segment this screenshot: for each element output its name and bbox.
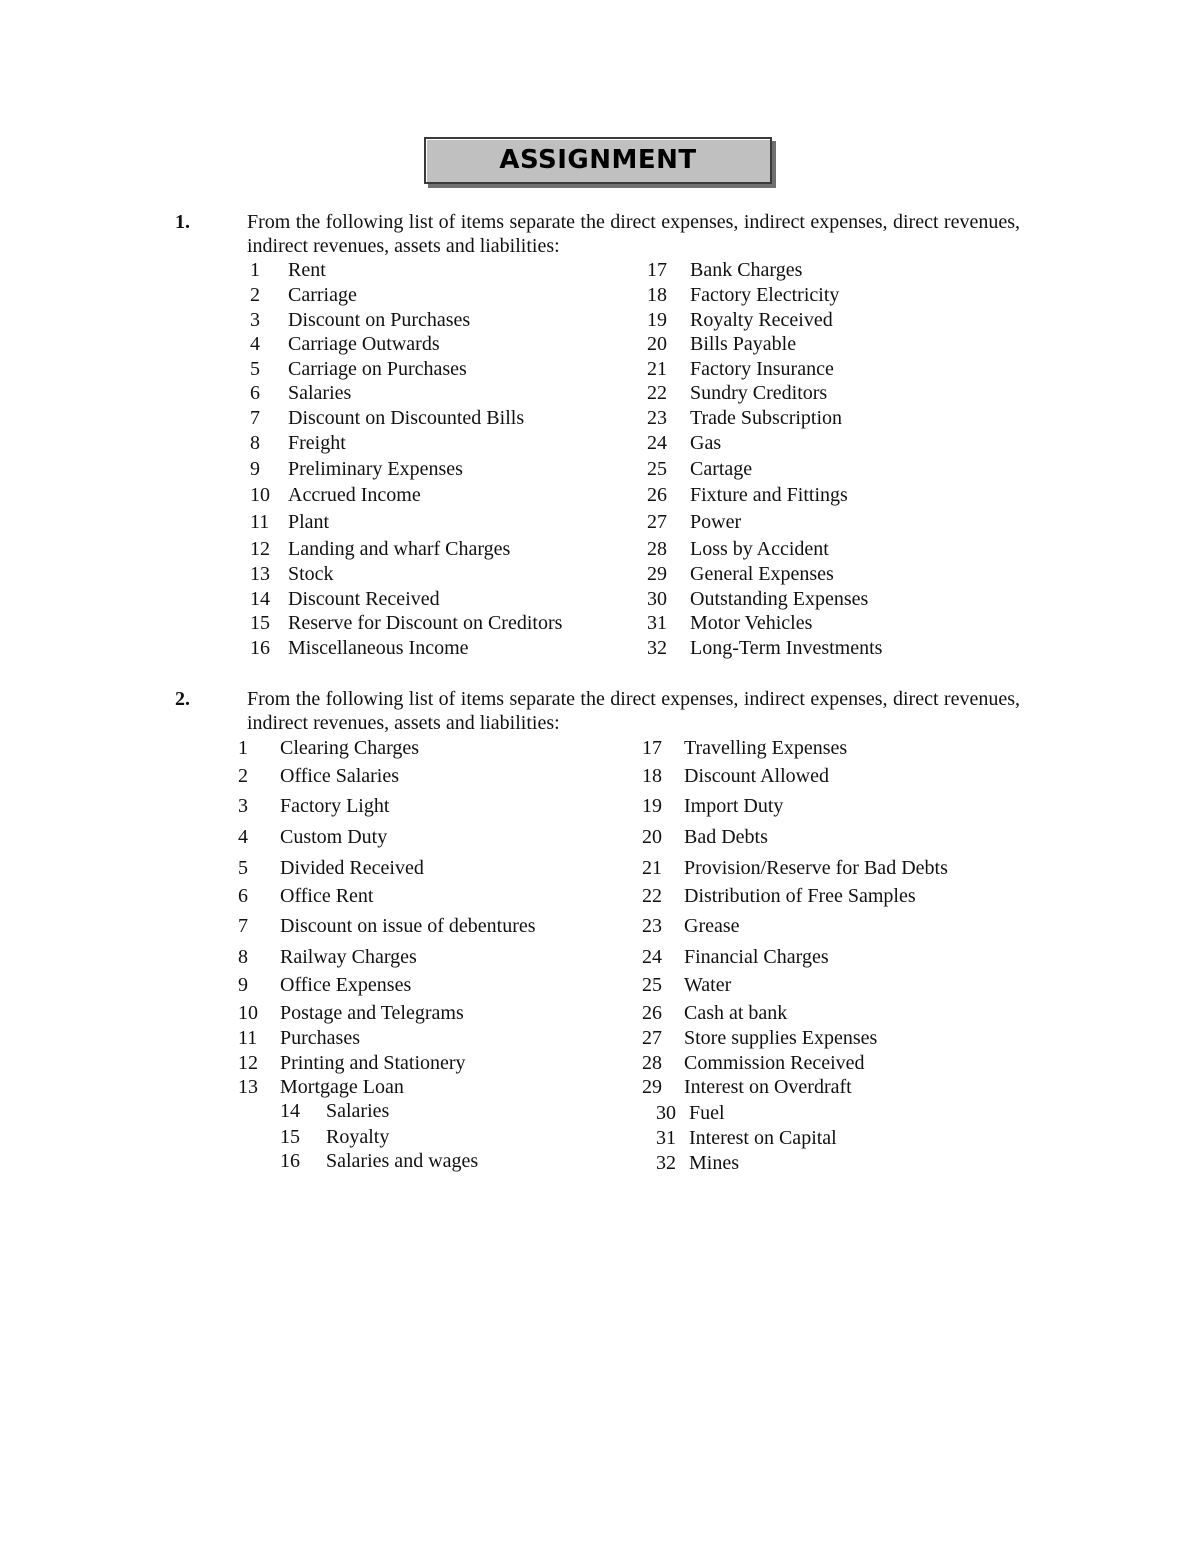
item-label: Rent bbox=[288, 259, 326, 281]
item-label: Cash at bank bbox=[684, 1002, 788, 1024]
item-number: 30 bbox=[656, 1102, 676, 1124]
item-label: Office Rent bbox=[280, 885, 374, 907]
item-number: 1 bbox=[238, 737, 248, 759]
item-number: 24 bbox=[642, 946, 662, 968]
item-label: Factory Light bbox=[280, 795, 390, 817]
item-label: Carriage Outwards bbox=[288, 333, 440, 355]
item-label: Water bbox=[684, 974, 732, 996]
item-number: 8 bbox=[250, 432, 260, 454]
item-number: 4 bbox=[250, 333, 260, 355]
item-label: Royalty Received bbox=[690, 309, 833, 331]
item-number: 12 bbox=[250, 538, 270, 560]
item-number: 26 bbox=[642, 1002, 662, 1024]
item-label: Office Expenses bbox=[280, 974, 412, 996]
item-number: 32 bbox=[656, 1152, 676, 1174]
item-label: Distribution of Free Samples bbox=[684, 885, 916, 907]
item-label: Royalty bbox=[326, 1126, 390, 1148]
item-label: Power bbox=[690, 511, 742, 533]
item-number: 9 bbox=[250, 458, 260, 480]
item-number: 23 bbox=[642, 915, 662, 937]
item-label: Travelling Expenses bbox=[684, 737, 848, 759]
item-label: Fixture and Fittings bbox=[690, 484, 848, 506]
item-label: Divided Received bbox=[280, 857, 424, 879]
item-number: 17 bbox=[647, 259, 667, 281]
item-label: Bank Charges bbox=[690, 259, 803, 281]
item-label: Motor Vehicles bbox=[690, 612, 813, 634]
item-number: 15 bbox=[250, 612, 270, 634]
item-number: 19 bbox=[647, 309, 667, 331]
question-1-text: From the following list of items separate the direct expenses, indirect expenses, direct revenues, indirect revenues, assets and liabilities: bbox=[247, 211, 1020, 257]
item-number: 29 bbox=[647, 563, 667, 585]
item-label: Cartage bbox=[690, 458, 753, 480]
item-label: Grease bbox=[684, 915, 740, 937]
item-number: 14 bbox=[280, 1100, 300, 1122]
item-label: Discount on issue of debentures bbox=[280, 915, 536, 937]
item-number: 27 bbox=[642, 1027, 662, 1049]
item-label: Landing and wharf Charges bbox=[288, 538, 511, 560]
item-number: 22 bbox=[642, 885, 662, 907]
item-number: 25 bbox=[642, 974, 662, 996]
item-number: 22 bbox=[647, 382, 667, 404]
item-number: 4 bbox=[238, 826, 248, 848]
item-label: Mines bbox=[689, 1152, 739, 1174]
item-number: 20 bbox=[642, 826, 662, 848]
item-label: Factory Insurance bbox=[690, 358, 834, 380]
item-number: 9 bbox=[238, 974, 248, 996]
item-label: Salaries bbox=[326, 1100, 390, 1122]
item-number: 24 bbox=[647, 432, 667, 454]
question-2-number: 2. bbox=[175, 688, 190, 710]
item-label: Sundry Creditors bbox=[690, 382, 828, 404]
item-label: Railway Charges bbox=[280, 946, 417, 968]
item-label: Discount Allowed bbox=[684, 765, 829, 787]
item-label: Clearing Charges bbox=[280, 737, 420, 759]
item-number: 7 bbox=[238, 915, 248, 937]
item-number: 5 bbox=[238, 857, 248, 879]
item-number: 1 bbox=[250, 259, 260, 281]
question-1-number: 1. bbox=[175, 211, 190, 233]
item-number: 15 bbox=[280, 1126, 300, 1148]
item-number: 31 bbox=[656, 1127, 676, 1149]
item-label: Loss by Accident bbox=[690, 538, 829, 560]
item-number: 6 bbox=[238, 885, 248, 907]
item-number: 32 bbox=[647, 637, 667, 659]
item-label: Salaries and wages bbox=[326, 1150, 479, 1172]
item-number: 21 bbox=[642, 857, 662, 879]
item-label: Plant bbox=[288, 511, 330, 533]
item-label: Carriage bbox=[288, 284, 357, 306]
item-label: Printing and Stationery bbox=[280, 1052, 466, 1074]
item-number: 28 bbox=[642, 1052, 662, 1074]
assignment-title-box bbox=[424, 137, 772, 184]
item-label: Bills Payable bbox=[690, 333, 797, 355]
item-number: 10 bbox=[250, 484, 270, 506]
item-number: 29 bbox=[642, 1076, 662, 1098]
item-number: 20 bbox=[647, 333, 667, 355]
item-label: Trade Subscription bbox=[690, 407, 843, 429]
item-number: 12 bbox=[238, 1052, 258, 1074]
item-label: Import Duty bbox=[684, 795, 784, 817]
item-label: Factory Electricity bbox=[690, 284, 840, 306]
item-number: 2 bbox=[250, 284, 260, 306]
item-label: Reserve for Discount on Creditors bbox=[288, 612, 563, 634]
item-number: 30 bbox=[647, 588, 667, 610]
item-number: 31 bbox=[647, 612, 667, 634]
item-number: 8 bbox=[238, 946, 248, 968]
item-number: 28 bbox=[647, 538, 667, 560]
item-label: Miscellaneous Income bbox=[288, 637, 469, 659]
item-label: Bad Debts bbox=[684, 826, 768, 848]
item-number: 5 bbox=[250, 358, 260, 380]
item-number: 23 bbox=[647, 407, 667, 429]
item-label: Accrued Income bbox=[288, 484, 421, 506]
item-number: 13 bbox=[238, 1076, 258, 1098]
item-label: Outstanding Expenses bbox=[690, 588, 869, 610]
item-label: Gas bbox=[690, 432, 722, 454]
item-label: Store supplies Expenses bbox=[684, 1027, 878, 1049]
item-label: Postage and Telegrams bbox=[280, 1002, 464, 1024]
item-label: Preliminary Expenses bbox=[288, 458, 463, 480]
item-number: 11 bbox=[250, 511, 270, 533]
item-number: 17 bbox=[642, 737, 662, 759]
item-label: General Expenses bbox=[690, 563, 834, 585]
item-label: Purchases bbox=[280, 1027, 360, 1049]
item-number: 14 bbox=[250, 588, 270, 610]
item-number: 27 bbox=[647, 511, 667, 533]
item-label: Freight bbox=[288, 432, 346, 454]
page-title: ASSIGNMENT bbox=[499, 145, 697, 175]
item-number: 13 bbox=[250, 563, 270, 585]
item-label: Salaries bbox=[288, 382, 352, 404]
item-label: Custom Duty bbox=[280, 826, 388, 848]
item-label: Interest on Overdraft bbox=[684, 1076, 852, 1098]
question-2-text: From the following list of items separate the direct expenses, indirect expenses, direct revenues, indirect revenues, assets and liabilities: bbox=[247, 688, 1020, 734]
item-number: 25 bbox=[647, 458, 667, 480]
item-number: 2 bbox=[238, 765, 248, 787]
item-number: 18 bbox=[642, 765, 662, 787]
item-label: Mortgage Loan bbox=[280, 1076, 404, 1098]
item-label: Carriage on Purchases bbox=[288, 358, 467, 380]
item-number: 18 bbox=[647, 284, 667, 306]
item-number: 11 bbox=[238, 1027, 258, 1049]
item-label: Discount on Discounted Bills bbox=[288, 407, 525, 429]
item-label: Interest on Capital bbox=[689, 1127, 837, 1149]
item-number: 26 bbox=[647, 484, 667, 506]
item-label: Financial Charges bbox=[684, 946, 829, 968]
item-number: 21 bbox=[647, 358, 667, 380]
item-label: Long-Term Investments bbox=[690, 637, 883, 659]
item-number: 3 bbox=[250, 309, 260, 331]
item-label: Fuel bbox=[689, 1102, 725, 1124]
item-label: Commission Received bbox=[684, 1052, 865, 1074]
item-number: 10 bbox=[238, 1002, 258, 1024]
item-label: Discount on Purchases bbox=[288, 309, 471, 331]
item-number: 3 bbox=[238, 795, 248, 817]
item-number: 19 bbox=[642, 795, 662, 817]
item-label: Discount Received bbox=[288, 588, 440, 610]
item-label: Provision/Reserve for Bad Debts bbox=[684, 857, 948, 879]
item-label: Office Salaries bbox=[280, 765, 400, 787]
item-label: Stock bbox=[288, 563, 334, 585]
item-number: 7 bbox=[250, 407, 260, 429]
item-number: 6 bbox=[250, 382, 260, 404]
item-number: 16 bbox=[250, 637, 270, 659]
item-number: 16 bbox=[280, 1150, 300, 1172]
